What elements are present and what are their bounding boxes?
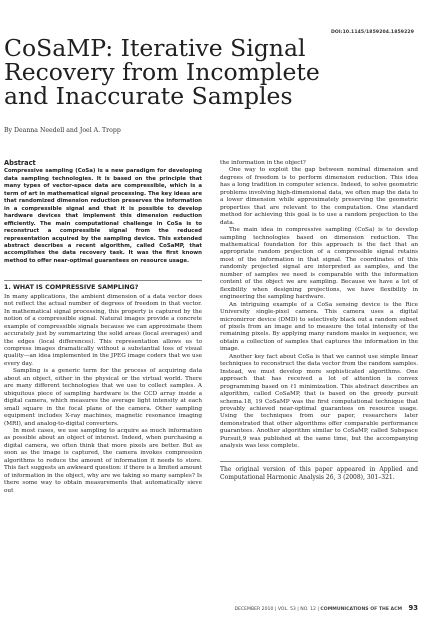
abstract-heading: Abstract bbox=[4, 159, 36, 167]
page-footer: DECEMBER 2010 | VOL. 53 | NO. 12 | COMMUNICATIONS OF THE ACM 93 bbox=[234, 604, 418, 612]
paragraph: the information in the object? bbox=[220, 160, 306, 166]
right-column bbox=[220, 160, 418, 482]
section-1 bbox=[4, 280, 202, 495]
journal-name: COMMUNICATIONS OF THE ACM bbox=[320, 607, 403, 612]
paragraph: Another key fact about CoSa is that we cannot use simple linear techniques to reconstruct the data vector from the random samples. Instead, we must develop more sophisticated algorithms. One approach that has received a lot of attention is convex programming based on ℓ1 minimization. This abstract describes an algorithm, called CoSaMP, that is based on the greedy pursuit schema.18, 19 CoSaMP was the first computational technique that provably achieved near-optimal guarantees on resource usage. Using the techniques from our paper, researchers later demonstrated that other algorithms offer comparable performance guarantees. Another algorithm similar to CoSaMP, called Subspace Pursuit,9 was published at the same time, but the accompanying analysis was less complete. bbox=[220, 353, 418, 450]
original-version-note: The original version of this paper appeared in Applied and Computational Harmonic Analysis 26, 3 (2008), 301–321. bbox=[220, 461, 418, 482]
title-line: Recovery from Incomplete bbox=[4, 58, 320, 86]
title-line: CoSaMP: Iterative Signal bbox=[4, 34, 306, 62]
paragraph: An intriguing example of a CoSa sensing device is the Rice University single-pixel camera. This camera uses a digital micromirror device (DMD) to selectively black out a random subset of pixels from an image and to measure the total intensity of the remaining pixels. By applying many random masks in sequence, we obtain a collection of samples that captures the information in the image. bbox=[220, 301, 418, 353]
byline: By Deanna Needell and Joel A. Tropp bbox=[4, 127, 121, 134]
doi-label: DOI:10.1145/1859204.1859229 bbox=[330, 30, 414, 35]
left-column bbox=[4, 160, 202, 495]
issue-info: DECEMBER 2010 | VOL. 53 | NO. 12 bbox=[234, 607, 316, 612]
abstract-text: Compressive sampling (CoSa) is a new paradigm for developing data sampling technologies. It is based on the principle that many types of vector-space data are compressible, which is a term of art in mathematical signal processing. The key ideas are that randomized dimension reduction preserves the information in a compressible signal and that it is possible to develop hardware devices that implement this dimension reduction efficiently. The main computational challenge in CoSa is to reconstruct a compressible signal from the reduced representation acquired by the sampling device. This extended abstract describes a recent algorithm, called CoSaMP, that accomplishes the data recovery task. It was the first known method to offer near-optimal guarantees on resource usage. bbox=[4, 168, 202, 264]
paragraph: In most cases, we use sampling to acquire as much information as possible about an object of interest. Indeed, when purchasing a digital camera, we often think that more pixels are better. But as soon as the image is captured, the camera invokes compression algorithms to reduce the amount of information it needs to store. This fact suggests an awkward question: if there is a limited amount of information in the object, why are we taking so many samples? Is there some way to obtain measurements that automatically sieve out bbox=[4, 427, 202, 494]
paragraph: The main idea in compressive sampling (CoSa) is to develop sampling technologies based on dimension reduction. The mathematical foundation for this approach is the fact that an appropriate random projection of a compressible signal retains most of the information in that signal. The coordinates of this randomly projected signal are interpreted as samples, and the number of samples we need is comparable with the information content of the object we are sampling. Because we have a lot of flexibility when designing projections, we have flexibility in engineering the sampling hardware. bbox=[220, 227, 418, 301]
section-heading: 1. WHAT IS COMPRESSIVE SAMPLING? bbox=[4, 284, 139, 292]
paragraph: Sampling is a generic term for the process of acquiring data about an object, either in the physical or the virtual world. There are many different technologies that we use to collect samples. A ubiquitous piece of sampling hardware is the CCD array inside a digital camera, which measures the average light intensity at each small square in the focal plane of the camera. Other sampling equipment includes X-ray machines, magnetic resonance imaging (MRI), and analog-to-digital converters. bbox=[4, 368, 202, 427]
page-number: 93 bbox=[408, 604, 418, 612]
paragraph: One way to exploit the gap between nominal dimension and degrees of freedom is to perform dimension reduction. This idea has a long tradition in computer science. Indeed, to solve geometric problems involving high-dimensional data, we often map the data to a lower dimension while approximately preserving the geometric properties that are relevant to the computation. One standard method for achieving this goal is to use a random projection to the data. bbox=[220, 167, 418, 226]
article-title bbox=[4, 34, 320, 110]
paragraph: In many applications, the ambient dimension of a data vector does not reflect the actual number of degrees of freedom in that vector. In mathematical signal processing, this property is captured by the notion of a compressible signal. Natural images provide a concrete example of compressible signals because we can approximate them accurately just by summarizing the solid areas (local averages) and the edges (local differences). This representation allows us to compress images dramatically without a substantial loss of visual quality—an idea implemented in the JPEG image coders that we use every day. bbox=[4, 293, 202, 367]
title-line: and Inaccurate Samples bbox=[4, 82, 293, 110]
